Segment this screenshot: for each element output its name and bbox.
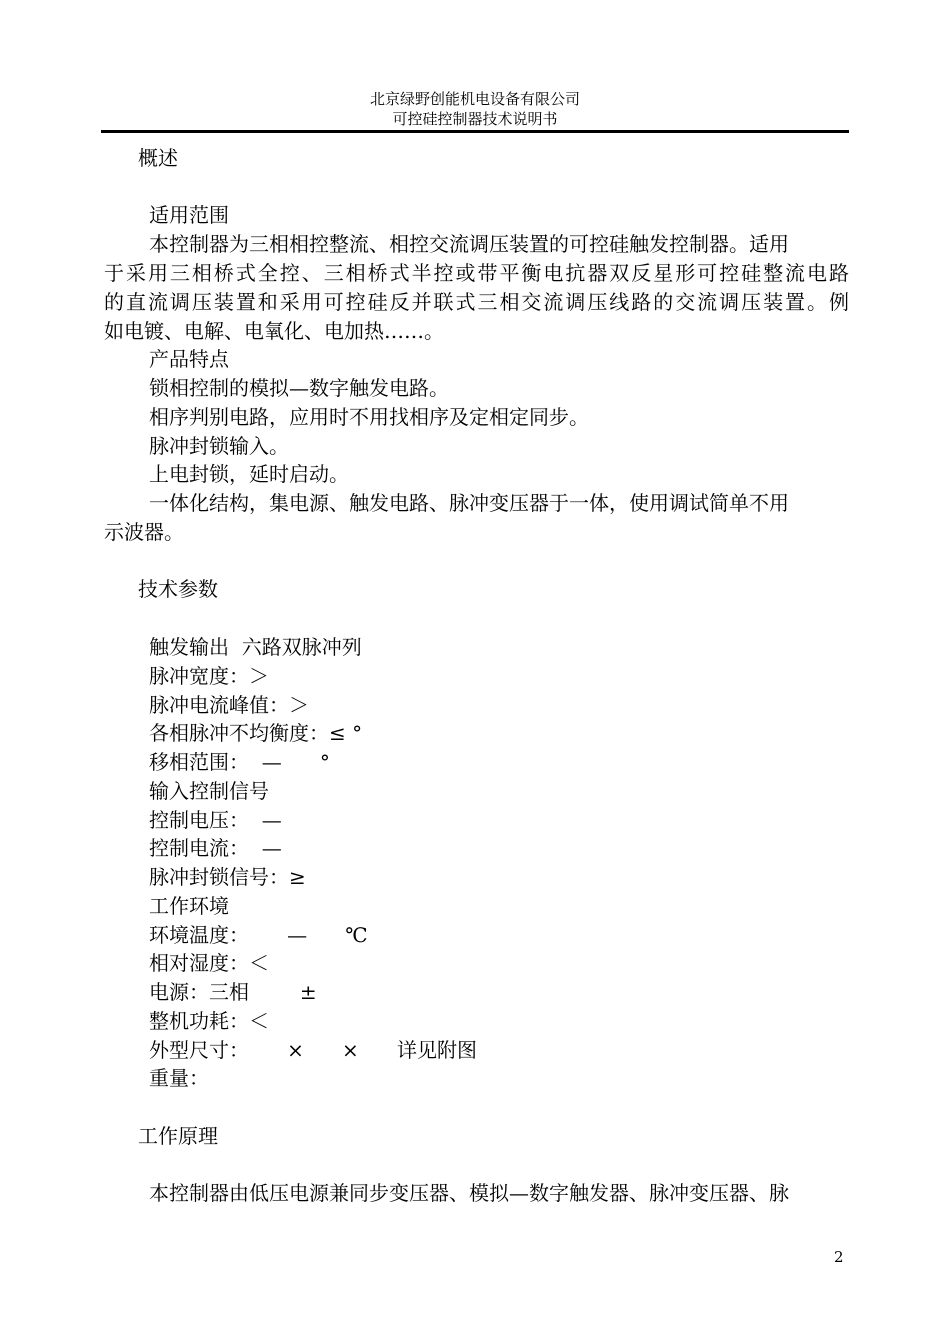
- param-weight: 重量：: [149, 1066, 209, 1090]
- principle-heading: 工作原理: [138, 1124, 218, 1148]
- param-environment: 工作环境: [149, 894, 229, 918]
- feature-item-continued: 示波器。: [104, 520, 184, 544]
- scope-paragraph-line-3: 的直流调压装置和采用可控硅反并联式三相交流调压线路的交流调压装置。例: [104, 290, 849, 314]
- param-temperature: 环境温度： — ℃: [149, 923, 368, 947]
- param-pulse-width: 脉冲宽度：＞: [149, 664, 269, 688]
- param-phase-range: 移相范围： — °: [149, 750, 330, 774]
- param-imbalance: 各相脉冲不均衡度：≤ °: [149, 721, 363, 745]
- scope-heading: 适用范围: [149, 203, 229, 227]
- feature-item: 上电封锁，延时启动。: [149, 462, 349, 486]
- scope-paragraph-line-2: 于采用三相桥式全控、三相桥式半控或带平衡电抗器双反星形可控硅整流电路: [104, 261, 849, 285]
- header-rule: [101, 130, 849, 133]
- scope-paragraph-line-1: 本控制器为三相相控整流、相控交流调压装置的可控硅触发控制器。适用: [149, 232, 789, 256]
- param-humidity: 相对湿度：＜: [149, 951, 269, 975]
- param-control-voltage: 控制电压： —: [149, 808, 282, 832]
- header-company: 北京绿野创能机电设备有限公司: [369, 90, 580, 108]
- scope-paragraph-line-4: 如电镀、电解、电氧化、电加热……。: [104, 319, 444, 343]
- param-size: 外型尺寸： × × 详见附图: [149, 1038, 477, 1062]
- header-doc-title: 可控硅控制器技术说明书: [392, 110, 558, 128]
- feature-item: 锁相控制的模拟—数字触发电路。: [149, 376, 449, 400]
- feature-item: 一体化结构，集电源、触发电路、脉冲变压器于一体，使用调试简单不用: [149, 491, 789, 515]
- param-control-current: 控制电流： —: [149, 836, 282, 860]
- tech-params-heading: 技术参数: [138, 577, 218, 601]
- principle-paragraph-line-1: 本控制器由低压电源兼同步变压器、模拟—数字触发器、脉冲变压器、脉: [149, 1181, 789, 1205]
- feature-item: 相序判别电路，应用时不用找相序及定相定同步。: [149, 405, 589, 429]
- param-trigger-output: 触发输出 六路双脉冲列: [149, 635, 362, 659]
- page-number: 2: [834, 1248, 844, 1266]
- param-consumption: 整机功耗：＜: [149, 1009, 269, 1033]
- section-overview-heading: 概述: [138, 146, 178, 170]
- param-pulse-peak: 脉冲电流峰值：＞: [149, 693, 309, 717]
- param-input-signal: 输入控制信号: [149, 779, 269, 803]
- feature-item: 脉冲封锁输入。: [149, 434, 289, 458]
- param-lock-signal: 脉冲封锁信号：≥: [149, 865, 306, 889]
- param-power: 电源：三相 ±: [149, 980, 317, 1004]
- features-heading: 产品特点: [149, 347, 229, 371]
